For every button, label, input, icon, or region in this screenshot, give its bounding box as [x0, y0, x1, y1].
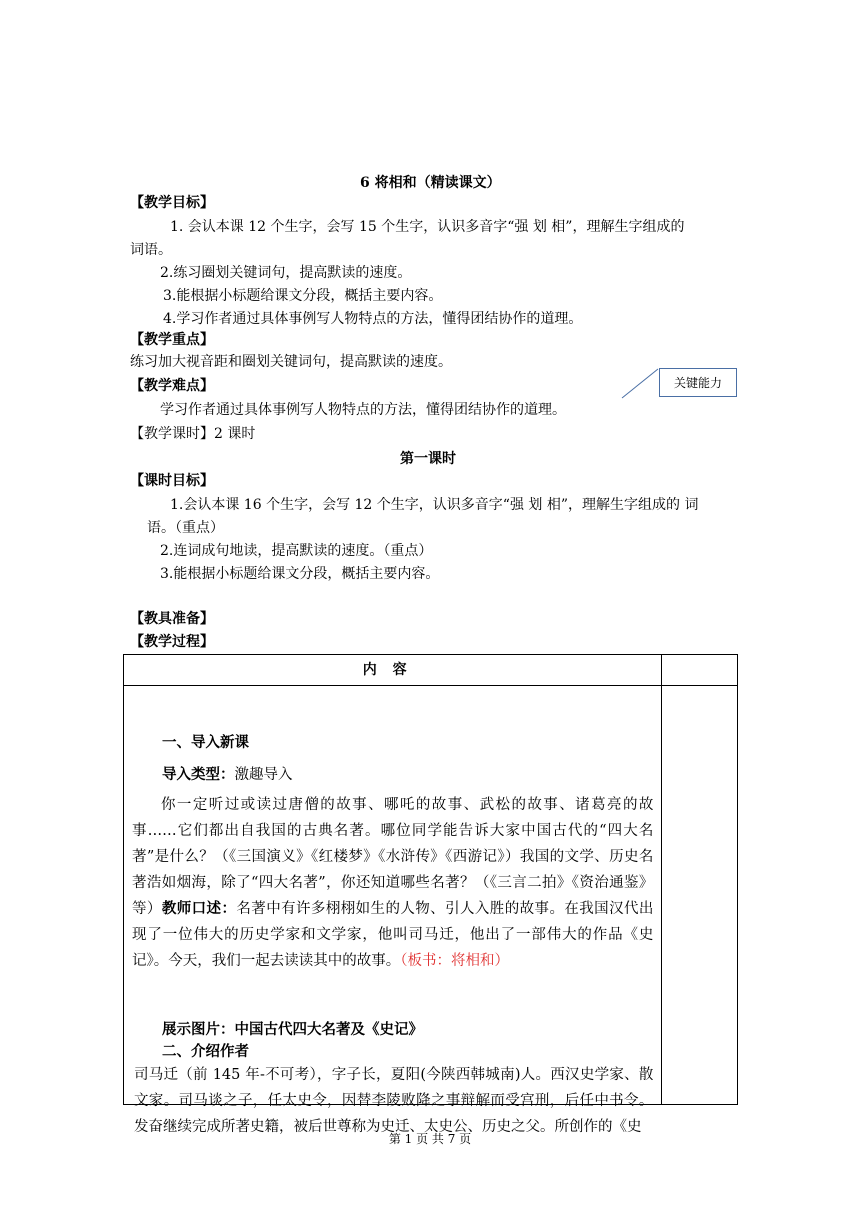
teaching-process-table — [123, 654, 738, 1135]
table-header-notes — [662, 655, 738, 686]
page-footer: 第 1 页 共 7 页 — [388, 1132, 472, 1146]
goal-1-cont: 词语。 — [130, 242, 172, 258]
lesson-goal-1-cont: 语。（重点） — [147, 520, 224, 536]
intro-type-label: 导入类型： — [162, 766, 235, 783]
callout-key-ability: 关键能力 — [659, 368, 737, 397]
lesson-goal-2: 2.连词成句地读，提高默读的速度。（重点） — [160, 543, 433, 559]
intro-paragraph-b: 名著中有许多栩栩如生的人物、引人入胜的故事。在我国汉代出现了一位伟大的历史学家和文学家，他叫司马迁，他出了一部伟大的作品《史记》。今天，我们一起去读读其中的故事。 — [132, 901, 654, 969]
show-picture-line: 展示图片：中国古代四大名著及《史记》 — [162, 1021, 423, 1038]
goal-3: 3.能根据小标题给课文分段，概括主要内容。 — [163, 288, 443, 304]
intro-paragraph — [132, 792, 653, 974]
difficult-points-heading: 【教学难点】 — [130, 378, 214, 394]
board-note: （板书：将相和） — [400, 953, 509, 969]
lesson-goal-1: 1.会认本课 16 个生字，会写 12 个生字，认识多音字“强 划 相”，理解生字组成的 词 — [170, 497, 699, 513]
table-content-cell — [124, 686, 662, 1135]
teaching-tools-heading: 【教具准备】 — [130, 611, 214, 627]
callout-leader-line — [620, 368, 662, 400]
goal-1: 1. 会认本课 12 个生字，会写 15 个生字，认识多音字“强 划 相”，理解生字组成的 — [170, 219, 685, 235]
difficult-points-text: 学习作者通过具体事例写人物特点的方法，懂得团结协作的道理。 — [160, 402, 566, 418]
key-points-heading: 【教学重点】 — [130, 332, 214, 348]
document-title: 6 将相和（精读课文） — [360, 175, 501, 191]
intro-paragraph-a: 你一定听过或读过唐僧的故事、哪吒的故事、武松的故事、诸葛亮的故事……它们都出自我国的古典名著。哪位同学能告诉大家中国古代的“四大名著”是什么？（《三国演义》《红楼梦》《水浒传》《西游记》）我国的文学、历史名著浩如烟海，除了“四大名著”，你还知道哪些名著？（《三言二拍》《资治通鉴》等） — [132, 797, 654, 917]
goal-4: 4.学习作者通过具体事例写人物特点的方法，懂得团结协作的道理。 — [163, 311, 583, 327]
lesson-goal-3: 3.能根据小标题给课文分段，概括主要内容。 — [160, 566, 440, 582]
section-1-title: 一、导入新课 — [162, 734, 249, 751]
author-paragraph: 司马迁（前 145 年-不可考），字子长，夏阳(今陕西韩城南)人。西汉史学家、散文家。司马谈之子，任太史令，因替李陵败降之事辩解而受宫刑，后任中书令。发奋继续完成所著史籍，被后世尊称为史迁、太史公、历史之父。所创作的《史 — [134, 1067, 654, 1135]
lesson-goals-heading: 【课时目标】 — [130, 473, 214, 489]
teaching-process-heading: 【教学过程】 — [130, 634, 214, 650]
goals-heading: 【教学目标】 — [130, 195, 214, 211]
table-notes-cell — [662, 686, 738, 1105]
table-header-content: 内容 — [124, 655, 662, 686]
goal-2: 2.练习圈划关键词句，提高默读的速度。 — [160, 265, 412, 281]
intro-type — [162, 762, 653, 788]
teacher-narration-label: 教师口述： — [161, 900, 237, 917]
intro-type-value: 激趣导入 — [234, 767, 293, 783]
key-points-text: 练习加大视音距和圈划关键词句，提高默读的速度。 — [130, 354, 452, 370]
lesson-1-title: 第一课时 — [400, 451, 456, 467]
section-2-title: 二、介绍作者 — [162, 1043, 249, 1060]
lesson-hours: 【教学课时】2 课时 — [130, 426, 256, 442]
